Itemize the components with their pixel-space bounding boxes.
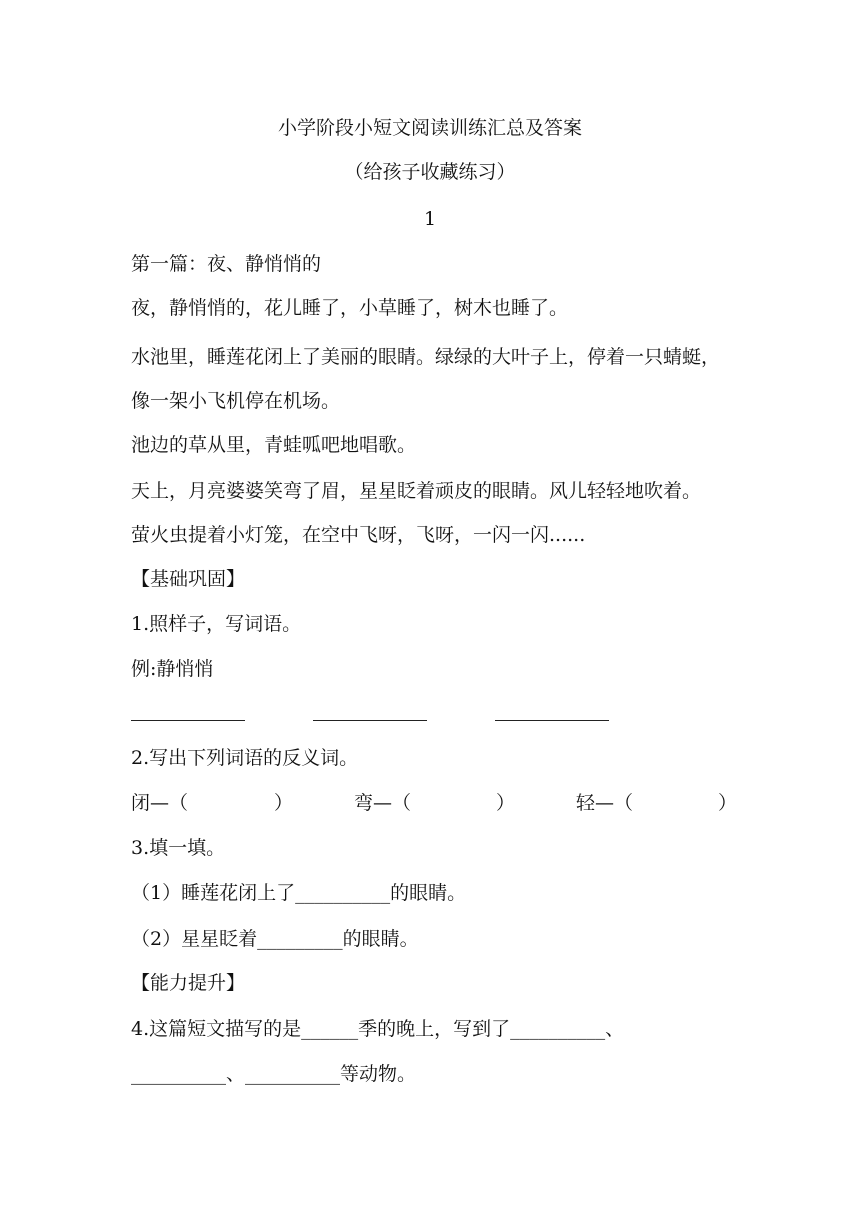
passage-line: 萤火虫提着小灯笼，在空中飞呀，飞呀，一闪一闪...... — [131, 524, 586, 546]
passage-heading: 第一篇：夜、静悄悄的 — [131, 253, 322, 275]
document-title: 小学阶段小短文阅读训练汇总及答案 — [277, 117, 582, 139]
antonym-close: ） — [274, 792, 294, 814]
passage-line: 夜，静悄悄的，花儿睡了，小草睡了，树木也睡了。 — [131, 297, 569, 319]
passage-line: 池边的草从里，青蛙呱吧地唱歌。 — [131, 434, 417, 456]
question-3-part-1: （1）睡莲花闭上了__________的眼睛。 — [131, 882, 467, 904]
section-heading-basic: 【基础巩固】 — [131, 568, 246, 590]
answer-blank — [313, 720, 427, 721]
passage-line: 天上，月亮婆婆笑弯了眉，星星眨着顽皮的眼睛。风儿轻轻地吹着。 — [131, 480, 702, 502]
question-2: 2.写出下列词语的反义词。 — [131, 747, 359, 769]
antonym-close: ） — [496, 792, 516, 814]
question-1-example: 例:静悄悄 — [131, 658, 214, 680]
antonym-item: 闭—（ — [131, 792, 189, 814]
question-4: 4.这篇短文描写的是______季的晚上，写到了__________、 — [131, 1018, 625, 1040]
answer-blank — [131, 720, 245, 721]
passage-line: 像一架小飞机停在机场。 — [131, 390, 341, 412]
question-1: 1.照样子，写词语。 — [131, 613, 302, 635]
question-3: 3.填一填。 — [131, 837, 226, 859]
page-number: 1 — [423, 208, 437, 230]
section-heading-advanced: 【能力提升】 — [131, 972, 246, 994]
document-subtitle: （给孩子收藏练习） — [344, 161, 516, 183]
passage-line: 水池里，睡莲花闭上了美丽的眼睛。绿绿的大叶子上，停着一只蜻蜓， — [131, 346, 721, 368]
antonym-close: ） — [718, 792, 738, 814]
question-3-part-2: （2）星星眨着_________的眼睛。 — [131, 928, 419, 950]
antonym-item: 弯—（ — [354, 792, 412, 814]
question-4-continued: __________、__________等动物。 — [131, 1063, 417, 1085]
antonym-item: 轻—（ — [576, 792, 634, 814]
answer-blank — [495, 720, 609, 721]
